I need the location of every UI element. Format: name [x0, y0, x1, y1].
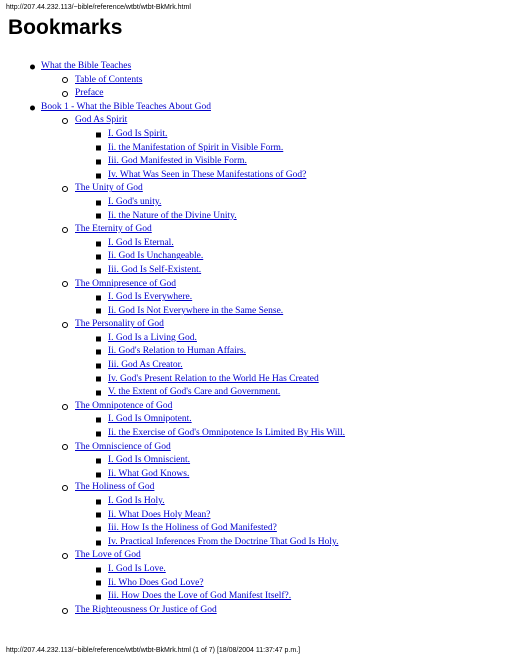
bookmark-link[interactable]: Ii. God's Relation to Human Affairs.	[108, 346, 246, 357]
bookmark-link[interactable]: Iii. God As Creator.	[108, 360, 183, 371]
page-title: Bookmarks	[8, 16, 123, 39]
bookmark-link[interactable]: The Righteousness Or Justice of God	[75, 604, 217, 615]
bookmark-link[interactable]: Ii. Who Does God Love?	[108, 577, 204, 588]
bookmark-link[interactable]: Table of Contents	[75, 74, 143, 85]
bookmark-row	[0, 278, 510, 292]
bookmark-item-level3	[0, 590, 510, 604]
square-bullet-icon	[96, 513, 101, 518]
bookmark-item-level2	[0, 182, 510, 223]
square-bullet-icon	[96, 526, 101, 531]
bookmark-sublist	[0, 74, 510, 101]
bookmark-row	[0, 481, 510, 495]
bookmark-link[interactable]: Ii. God Is Unchangeable.	[108, 251, 204, 262]
bookmark-item-level2	[0, 481, 510, 549]
bookmark-link[interactable]: Ii. the Manifestation of Spirit in Visible Form.	[108, 142, 284, 153]
page-footer: http://207.44.232.113/~bible/reference/wtbt/wtbt-BkMrk.html (1 of 7) [18/08/2004 11:37:47 p.m.]	[6, 647, 301, 654]
square-bullet-icon	[96, 241, 101, 246]
bookmark-link[interactable]: The Omnipresence of God	[75, 278, 177, 289]
bookmark-item-level3	[0, 536, 510, 550]
bookmark-row	[0, 169, 510, 183]
bookmark-row	[0, 373, 510, 387]
bookmark-item-level3	[0, 210, 510, 224]
bookmark-link[interactable]: I. God Is Omniscient.	[108, 455, 191, 466]
bookmark-row	[0, 318, 510, 332]
bookmark-item-level3	[0, 563, 510, 577]
bookmark-link[interactable]: Ii. What God Knows.	[108, 468, 190, 479]
bookmark-row	[0, 87, 510, 101]
bookmark-link[interactable]: Ii. the Exercise of God's Omnipotence Is Limited By His Will.	[108, 428, 346, 439]
bookmark-link[interactable]: V. the Extent of God's Care and Government.	[108, 387, 281, 398]
bookmark-item-level3	[0, 373, 510, 387]
bookmark-row	[0, 536, 510, 550]
bookmark-item-level2	[0, 114, 510, 182]
bookmark-item-level3	[0, 577, 510, 591]
bookmark-sublist	[0, 413, 510, 440]
bookmark-item-level3	[0, 305, 510, 319]
square-bullet-icon	[96, 268, 101, 273]
bookmark-row	[0, 237, 510, 251]
bookmark-link[interactable]: I. God Is Everywhere.	[108, 292, 193, 303]
bookmark-row	[0, 441, 510, 455]
bookmark-link[interactable]: The Personality of God	[75, 319, 164, 330]
circle-bullet-icon	[62, 118, 68, 124]
bookmark-row	[0, 101, 510, 115]
bookmark-sublist	[0, 128, 510, 182]
bookmark-sublist	[0, 454, 510, 481]
bookmark-sublist	[0, 563, 510, 604]
bookmark-item-level3	[0, 386, 510, 400]
bookmark-row	[0, 114, 510, 128]
bookmark-list	[0, 60, 510, 617]
bookmark-item-level2	[0, 604, 510, 618]
square-bullet-icon	[96, 255, 101, 260]
circle-bullet-icon	[62, 404, 68, 410]
bookmark-row	[0, 604, 510, 618]
circle-bullet-icon	[62, 186, 68, 192]
bookmark-row	[0, 196, 510, 210]
bookmark-link[interactable]: Ii. God Is Not Everywhere in the Same Sense.	[108, 305, 284, 316]
bookmark-item-level3	[0, 359, 510, 373]
bookmark-link[interactable]: Ii. the Nature of the Divine Unity.	[108, 210, 237, 221]
bookmark-row	[0, 400, 510, 414]
bookmark-row	[0, 250, 510, 264]
bookmark-item-level1	[0, 60, 510, 101]
bookmark-row	[0, 495, 510, 509]
bookmark-row	[0, 60, 510, 74]
bookmark-link[interactable]: The Love of God	[75, 550, 141, 561]
bookmark-link[interactable]: The Omniscience of God	[75, 441, 171, 452]
bookmark-item-level2	[0, 87, 510, 101]
circle-bullet-icon	[62, 281, 68, 287]
bookmark-item-level3	[0, 128, 510, 142]
circle-bullet-icon	[62, 553, 68, 559]
bookmark-sublist	[0, 196, 510, 223]
square-bullet-icon	[96, 200, 101, 205]
bookmark-row	[0, 182, 510, 196]
bookmark-item-level3	[0, 345, 510, 359]
bookmark-link[interactable]: Preface	[75, 88, 104, 99]
bookmark-link[interactable]: Iv. What Was Seen in These Manifestations of God?	[108, 169, 307, 180]
bookmark-row	[0, 549, 510, 563]
bookmark-item-level3	[0, 196, 510, 210]
bookmark-row	[0, 155, 510, 169]
square-bullet-icon	[96, 295, 101, 300]
bookmark-row	[0, 590, 510, 604]
bookmark-item-level2	[0, 318, 510, 400]
bookmark-link[interactable]: God As Spirit	[75, 115, 128, 126]
bookmark-link[interactable]: I. God Is Love.	[108, 563, 166, 574]
bookmark-row	[0, 345, 510, 359]
bookmark-row	[0, 427, 510, 441]
bookmark-sublist	[0, 495, 510, 549]
bookmark-link[interactable]: The Eternity of God	[75, 224, 152, 235]
bookmark-item-level3	[0, 250, 510, 264]
square-bullet-icon	[96, 363, 101, 368]
square-bullet-icon	[96, 418, 101, 423]
bookmark-item-level2	[0, 400, 510, 441]
bookmark-item-level3	[0, 522, 510, 536]
bookmark-link[interactable]: Iii. God Manifested in Visible Form.	[108, 156, 247, 167]
bookmark-link[interactable]: Ii. What Does Holy Mean?	[108, 509, 211, 520]
bookmark-row	[0, 210, 510, 224]
bookmark-link[interactable]: I. God Is Holy.	[108, 496, 165, 506]
circle-bullet-icon	[62, 608, 68, 614]
bookmark-sublist	[0, 114, 510, 617]
square-bullet-icon	[96, 132, 101, 137]
bookmark-link[interactable]: What the Bible Teaches	[41, 61, 132, 71]
bookmark-sublist	[0, 291, 510, 318]
bookmark-item-level3	[0, 509, 510, 523]
disc-bullet-icon	[30, 64, 35, 69]
bookmark-row	[0, 291, 510, 305]
bookmark-sublist	[0, 332, 510, 400]
bookmark-row	[0, 359, 510, 373]
square-bullet-icon	[96, 214, 101, 219]
square-bullet-icon	[96, 146, 101, 151]
circle-bullet-icon	[62, 444, 68, 450]
bookmark-item-level2	[0, 549, 510, 603]
bookmark-item-level3	[0, 291, 510, 305]
bookmark-row	[0, 332, 510, 346]
square-bullet-icon	[96, 391, 101, 396]
bookmark-link[interactable]: Iii. God Is Self-Existent.	[108, 264, 202, 275]
bookmark-link[interactable]: I. God's unity.	[108, 196, 162, 207]
circle-bullet-icon	[62, 227, 68, 233]
bookmark-item-level3	[0, 332, 510, 346]
bookmark-item-level1	[0, 101, 510, 618]
bookmark-link[interactable]: I. God Is a Living God.	[108, 332, 197, 343]
square-bullet-icon	[96, 594, 101, 599]
bookmark-row	[0, 454, 510, 468]
bookmark-item-level2	[0, 441, 510, 482]
square-bullet-icon	[96, 581, 101, 586]
bookmark-link[interactable]: Iii. How Is the Holiness of God Manifested?	[108, 523, 277, 534]
square-bullet-icon	[96, 377, 101, 382]
circle-bullet-icon	[62, 91, 68, 97]
bookmark-item-level3	[0, 495, 510, 509]
square-bullet-icon	[96, 173, 101, 178]
bookmark-link[interactable]: Iii. How Does the Love of God Manifest Itself?.	[108, 591, 292, 602]
square-bullet-icon	[96, 336, 101, 341]
square-bullet-icon	[96, 350, 101, 355]
square-bullet-icon	[96, 459, 101, 464]
bookmark-link[interactable]: Book 1 - What the Bible Teaches About God	[41, 101, 211, 112]
bookmark-row	[0, 264, 510, 278]
square-bullet-icon	[96, 472, 101, 477]
bookmark-row	[0, 142, 510, 156]
square-bullet-icon	[96, 309, 101, 314]
bookmark-sublist	[0, 237, 510, 278]
bookmark-item-level3	[0, 413, 510, 427]
bookmark-item-level3	[0, 142, 510, 156]
square-bullet-icon	[96, 159, 101, 164]
bookmark-tree	[0, 60, 510, 617]
page-header-url: http://207.44.232.113/~bible/reference/wtbt/wtbt-BkMrk.html	[6, 4, 191, 11]
bookmark-item-level3	[0, 468, 510, 482]
square-bullet-icon	[96, 567, 101, 572]
bookmark-link[interactable]: The Unity of God	[75, 183, 143, 194]
bookmark-item-level2	[0, 74, 510, 88]
bookmark-link[interactable]: I. God Is Eternal.	[108, 237, 174, 248]
circle-bullet-icon	[62, 77, 68, 83]
bookmark-item-level3	[0, 454, 510, 468]
bookmark-link[interactable]: Iv. God's Present Relation to the World He Has Created	[108, 373, 319, 384]
bookmark-item-level3	[0, 427, 510, 441]
bookmark-row	[0, 128, 510, 142]
bookmark-row	[0, 386, 510, 400]
bookmark-row	[0, 413, 510, 427]
square-bullet-icon	[96, 540, 101, 545]
bookmark-link[interactable]: The Holiness of God	[75, 482, 155, 493]
bookmark-item-level2	[0, 223, 510, 277]
circle-bullet-icon	[62, 485, 68, 491]
circle-bullet-icon	[62, 322, 68, 328]
bookmark-link[interactable]: Iv. Practical Inferences From the Doctrine That God Is Holy.	[108, 536, 339, 547]
bookmark-row	[0, 305, 510, 319]
bookmark-link[interactable]: I. God Is Spirit.	[108, 128, 168, 139]
bookmark-row	[0, 468, 510, 482]
bookmark-row	[0, 74, 510, 88]
bookmark-item-level3	[0, 264, 510, 278]
bookmark-item-level3	[0, 155, 510, 169]
disc-bullet-icon	[30, 105, 35, 110]
bookmark-item-level3	[0, 237, 510, 251]
bookmark-item-level3	[0, 169, 510, 183]
bookmark-row	[0, 577, 510, 591]
bookmark-row	[0, 223, 510, 237]
bookmark-link[interactable]: I. God Is Omnipotent.	[108, 414, 192, 425]
square-bullet-icon	[96, 499, 101, 504]
bookmark-row	[0, 509, 510, 523]
bookmark-row	[0, 522, 510, 536]
bookmark-item-level2	[0, 278, 510, 319]
square-bullet-icon	[96, 431, 101, 436]
bookmark-link[interactable]: The Omnipotence of God	[75, 400, 173, 411]
bookmark-row	[0, 563, 510, 577]
